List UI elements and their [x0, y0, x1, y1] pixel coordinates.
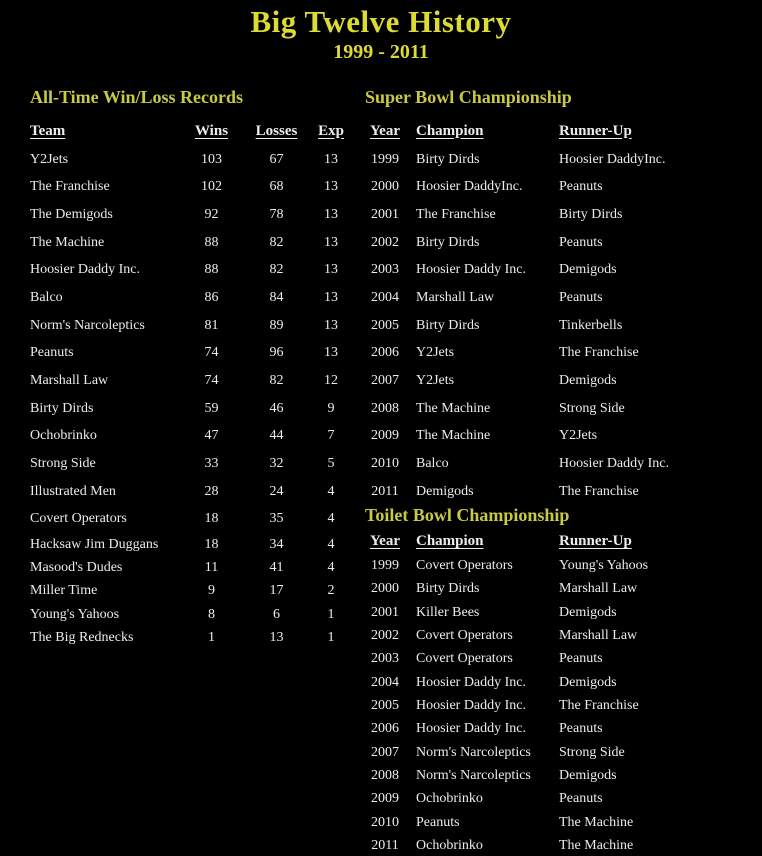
table-cell: Y2Jets [416, 345, 455, 361]
championships-section [365, 87, 760, 856]
table-cell: Killer Bees [416, 604, 480, 620]
table-cell: Hoosier Daddy Inc. [559, 455, 670, 471]
table-cell: Strong Side [559, 744, 625, 760]
table-row [365, 146, 760, 174]
table-cell: 88 [204, 262, 219, 278]
table-cell: Peanuts [559, 721, 603, 737]
table-row [30, 556, 352, 579]
table-cell: Demigods [559, 372, 617, 388]
table-cell: The Franchise [559, 483, 639, 499]
table-cell: Birty Dirds [416, 234, 480, 250]
table-cell: Covert Operators [416, 651, 513, 667]
superbowl-heading: Super Bowl Championship [365, 87, 572, 107]
table-row [30, 339, 352, 367]
table-cell: 13 [324, 262, 338, 278]
column-header-losses: Losses [255, 122, 298, 139]
table-cell: 2002 [371, 234, 399, 250]
table-cell: Illustrated Men [30, 483, 116, 499]
table-cell: 2005 [371, 698, 399, 714]
table-cell: 92 [204, 207, 219, 223]
table-cell: Masood's Dudes [30, 560, 123, 576]
toiletbowl-table [365, 528, 760, 856]
column-header-champion: Champion [416, 532, 484, 549]
table-cell: 2011 [371, 483, 399, 499]
table-cell: 59 [204, 400, 219, 416]
table-cell: 1 [327, 606, 335, 622]
table-row [30, 627, 352, 650]
table-cell: Demigods [559, 604, 617, 620]
table-cell: 2010 [371, 814, 399, 830]
table-cell: Marshall Law [416, 290, 495, 306]
table-cell: 24 [269, 483, 284, 499]
table-cell: Marshall Law [559, 628, 638, 644]
table-cell: The Franchise [559, 698, 639, 714]
table-cell: Hoosier Daddy Inc. [416, 262, 527, 278]
table-row [365, 601, 760, 624]
winloss-table-body [30, 146, 352, 650]
winloss-section [30, 87, 352, 650]
table-row [365, 834, 760, 856]
table-row [30, 450, 352, 478]
table-cell: Miller Time [30, 583, 98, 599]
table-cell: The Machine [30, 234, 105, 250]
table-cell: 89 [269, 317, 284, 333]
table-row [30, 580, 352, 603]
header-row [365, 528, 760, 554]
table-cell: 4 [327, 560, 335, 576]
table-cell: Strong Side [30, 455, 96, 471]
table-row [30, 257, 352, 285]
superbowl-table-body [365, 146, 760, 505]
table-cell: 2 [327, 583, 335, 599]
table-cell: Y2Jets [559, 428, 598, 444]
table-cell: The Machine [559, 814, 634, 830]
table-cell: Peanuts [559, 179, 603, 195]
table-cell: 2006 [371, 345, 399, 361]
table-cell: Hoosier DaddyInc. [559, 151, 666, 167]
table-cell: 2011 [371, 838, 399, 854]
table-cell: 2003 [371, 262, 399, 278]
table-row [365, 671, 760, 694]
column-header-wins: Wins [194, 122, 229, 139]
table-cell: Hacksaw Jim Duggans [30, 536, 159, 552]
table-cell: 44 [269, 428, 284, 444]
table-cell: 13 [324, 317, 338, 333]
table-row [365, 624, 760, 647]
table-cell: 82 [269, 262, 284, 278]
table-cell: Covert Operators [416, 558, 513, 573]
table-cell: 13 [324, 345, 338, 361]
table-cell: Demigods [559, 768, 617, 784]
table-row [30, 505, 352, 533]
column-header-exp: Exp [318, 122, 344, 139]
table-cell: Peanuts [559, 234, 603, 250]
table-cell: 17 [269, 583, 284, 599]
table-cell: 2008 [371, 400, 399, 416]
column-header-team: Team [30, 122, 66, 139]
table-row [30, 284, 352, 312]
table-cell: 74 [204, 372, 219, 388]
table-cell: Birty Dirds [416, 151, 480, 167]
table-cell: Demigods [559, 674, 617, 690]
table-row [365, 694, 760, 717]
table-cell: Hoosier Daddy Inc. [416, 698, 527, 714]
table-row [30, 146, 352, 174]
table-cell: 86 [204, 290, 219, 306]
table-row [365, 422, 760, 450]
table-cell: 2006 [371, 721, 399, 737]
table-cell: 84 [269, 290, 284, 306]
table-cell: Hoosier Daddy Inc. [416, 674, 527, 690]
table-cell: 1 [208, 630, 215, 646]
table-cell: 2000 [371, 581, 399, 597]
table-cell: 13 [324, 207, 338, 223]
table-cell: 46 [269, 400, 284, 416]
table-cell: Young's Yahoos [30, 606, 120, 622]
table-row [365, 554, 760, 577]
table-row [365, 718, 760, 741]
table-cell: The Franchise [416, 207, 496, 223]
page-title: Big Twelve History [250, 4, 512, 39]
table-cell: Birty Dirds [416, 581, 480, 597]
table-cell: 11 [204, 560, 219, 576]
table-cell: Tinkerbells [559, 317, 623, 333]
table-row [365, 478, 760, 506]
table-cell: 96 [269, 345, 284, 361]
table-cell: Y2Jets [416, 372, 455, 388]
header-row [30, 116, 352, 146]
toiletbowl-table-header [365, 528, 760, 554]
table-cell: The Demigods [30, 207, 113, 223]
table-cell: 13 [269, 630, 284, 646]
table-cell: Peanuts [559, 290, 603, 306]
table-cell: 18 [204, 536, 219, 552]
page-subtitle: 1999 - 2011 [333, 41, 429, 63]
table-cell: Norm's Narcoleptics [416, 768, 531, 784]
column-header-runner-up: Runner-Up [559, 532, 632, 549]
table-cell: 2010 [371, 455, 399, 471]
table-cell: The Machine [416, 428, 491, 444]
table-row [30, 478, 352, 506]
table-cell: 103 [201, 151, 222, 167]
table-row [30, 533, 352, 556]
table-cell: Ochobrinko [416, 838, 483, 854]
winloss-heading: All-Time Win/Loss Records [30, 87, 244, 107]
table-row [365, 174, 760, 202]
table-row [365, 741, 760, 764]
table-cell: Birty Dirds [30, 400, 94, 416]
header-row [365, 116, 760, 146]
table-cell: 4 [327, 536, 335, 552]
table-cell: Strong Side [559, 400, 625, 416]
table-row [365, 578, 760, 601]
table-cell: 1 [327, 630, 335, 646]
table-row [30, 312, 352, 340]
table-cell: 41 [269, 560, 284, 576]
table-cell: 13 [324, 151, 338, 167]
table-cell: 4 [327, 483, 335, 499]
table-cell: 4 [327, 511, 335, 527]
table-row [365, 764, 760, 787]
table-cell: Hoosier Daddy Inc. [30, 262, 141, 278]
table-cell: Birty Dirds [416, 317, 480, 333]
table-cell: Birty Dirds [559, 207, 623, 223]
column-header-runner-up: Runner-Up [559, 122, 632, 139]
table-cell: 2008 [371, 768, 399, 784]
table-cell: 2007 [371, 372, 399, 388]
table-cell: Marshall Law [30, 372, 109, 388]
table-cell: 88 [204, 234, 219, 250]
superbowl-table-header [365, 116, 760, 146]
table-cell: Balco [30, 290, 63, 306]
table-cell: Hoosier DaddyInc. [416, 179, 523, 195]
table-row [30, 603, 352, 626]
column-header-champion: Champion [416, 122, 484, 139]
table-cell: Norm's Narcoleptics [30, 317, 145, 333]
table-row [365, 648, 760, 671]
table-cell: 81 [204, 317, 219, 333]
table-row [365, 367, 760, 395]
column-header-year: Year [370, 532, 400, 549]
table-cell: 2002 [371, 628, 399, 644]
table-cell: Hoosier Daddy Inc. [416, 721, 527, 737]
table-cell: 7 [327, 428, 335, 444]
table-cell: 18 [204, 511, 219, 527]
table-cell: 82 [269, 372, 284, 388]
table-row [365, 339, 760, 367]
table-cell: Marshall Law [559, 581, 638, 597]
table-cell: 2003 [371, 651, 399, 667]
table-cell: The Franchise [30, 179, 110, 195]
table-cell: Norm's Narcoleptics [416, 744, 531, 760]
table-cell: 32 [269, 455, 284, 471]
table-cell: 8 [208, 606, 215, 622]
table-cell: 67 [269, 151, 284, 167]
table-cell: Covert Operators [30, 511, 127, 527]
table-cell: 33 [204, 455, 219, 471]
table-cell: 82 [269, 234, 284, 250]
superbowl-table [365, 116, 760, 505]
table-cell: Peanuts [30, 345, 74, 361]
table-cell: 34 [269, 536, 284, 552]
table-cell: Ochobrinko [30, 428, 97, 444]
table-cell: 2009 [371, 428, 399, 444]
table-row [365, 284, 760, 312]
table-row [365, 257, 760, 285]
table-cell: Peanuts [559, 791, 603, 807]
column-header-year: Year [370, 122, 400, 139]
table-row [30, 201, 352, 229]
table-row [365, 450, 760, 478]
table-row [30, 395, 352, 423]
table-cell: 1999 [371, 558, 399, 573]
table-cell: 102 [201, 179, 222, 195]
table-cell: 47 [204, 428, 219, 444]
toiletbowl-table-body [365, 554, 760, 856]
winloss-table-header [30, 116, 352, 146]
table-cell: 28 [204, 483, 219, 499]
table-cell: Y2Jets [30, 151, 69, 167]
table-cell: 2000 [371, 179, 399, 195]
table-cell: 13 [324, 179, 338, 195]
table-row [365, 395, 760, 423]
table-cell: The Big Rednecks [30, 630, 134, 646]
toiletbowl-heading: Toilet Bowl Championship [365, 505, 570, 526]
table-cell: 1999 [371, 151, 399, 167]
table-cell: 5 [327, 455, 335, 471]
table-row [365, 312, 760, 340]
table-cell: 2009 [371, 791, 399, 807]
table-cell: The Franchise [559, 345, 639, 361]
table-row [365, 229, 760, 257]
table-cell: 2001 [371, 604, 399, 620]
table-row [365, 811, 760, 834]
table-cell: Demigods [559, 262, 617, 278]
table-cell: 74 [204, 345, 219, 361]
table-cell: 2005 [371, 317, 399, 333]
table-cell: Young's Yahoos [559, 558, 649, 573]
table-cell: 9 [327, 400, 335, 416]
table-cell: 68 [269, 179, 284, 195]
table-cell: 2001 [371, 207, 399, 223]
table-cell: 35 [269, 511, 284, 527]
table-row [30, 229, 352, 257]
page-header [0, 4, 762, 64]
table-cell: 78 [269, 207, 284, 223]
table-cell: 13 [324, 290, 338, 306]
table-row [30, 422, 352, 450]
table-row [30, 367, 352, 395]
table-cell: The Machine [416, 400, 491, 416]
table-cell: Peanuts [559, 651, 603, 667]
table-row [365, 201, 760, 229]
table-cell: 6 [273, 606, 280, 622]
table-cell: Covert Operators [416, 628, 513, 644]
table-row [365, 788, 760, 811]
table-cell: Demigods [416, 483, 474, 499]
table-cell: Ochobrinko [416, 791, 483, 807]
table-cell: 2004 [371, 290, 399, 306]
table-cell: 9 [208, 583, 215, 599]
table-cell: Peanuts [416, 814, 460, 830]
table-cell: 2004 [371, 674, 399, 690]
winloss-table [30, 116, 352, 650]
table-row [30, 174, 352, 202]
table-cell: 12 [324, 372, 338, 388]
table-cell: 2007 [371, 744, 399, 760]
table-cell: Balco [416, 455, 449, 471]
table-cell: The Machine [559, 838, 634, 854]
table-cell: 13 [324, 234, 338, 250]
